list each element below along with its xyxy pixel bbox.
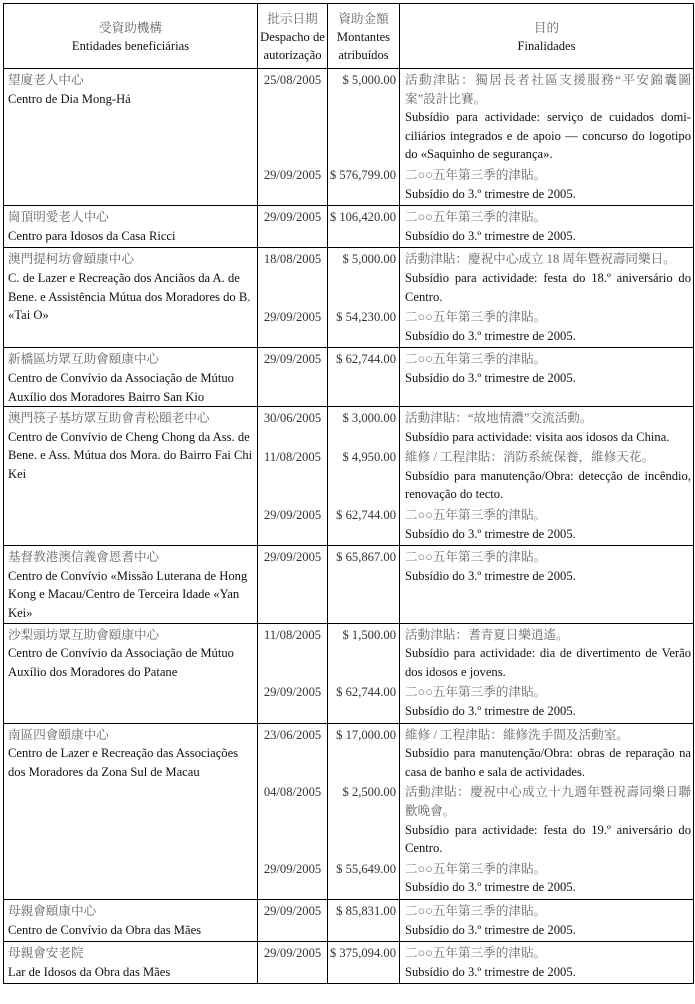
- table-row: [4, 546, 693, 623]
- grant-purpose: [399, 348, 693, 406]
- entity-name-pt: Lar de Idosos da Obra das Mães: [8, 964, 171, 979]
- entity-name-pt: Centro de Convívio da Associação de Mútuo Auxílio dos Moradores Bairro San Kio: [8, 370, 234, 404]
- authorization-date: 29/09/2005: [257, 681, 327, 722]
- entity-cell: [4, 407, 257, 545]
- grant-amount: $ 62,744.00: [327, 504, 399, 545]
- header-amount-zh: 資助金額: [338, 12, 389, 26]
- purpose-zh: 二○○五年第三季的津貼。: [405, 167, 547, 182]
- purpose-zh: 二○○五年第三季的津貼。: [405, 508, 547, 523]
- grant-purpose: [399, 407, 693, 446]
- purpose-pt: Subsídio do 3.º trimestre de 2005.: [405, 370, 576, 385]
- authorization-date: 29/09/2005: [257, 546, 327, 622]
- authorization-date: 29/09/2005: [257, 348, 327, 406]
- purpose-pt: Subsídio do 3.º trimestre de 2005.: [405, 186, 576, 201]
- grant-amount: $ 2,500.00: [327, 781, 399, 857]
- purpose-pt: Subsídio do 3.º trimestre de 2005.: [405, 328, 576, 343]
- purpose-pt: Subsídio do 3.º trimestre de 2005.: [405, 964, 576, 979]
- authorization-date: 29/09/2005: [257, 504, 327, 545]
- entity-cell: [4, 900, 257, 941]
- purpose-zh: 二○○五年第三季的津貼。: [405, 903, 547, 918]
- entity-name-pt: Centro de Dia Mong-Há: [8, 91, 131, 106]
- purpose-zh: 二○○五年第三季的津貼。: [405, 550, 547, 565]
- header-entities: [4, 4, 257, 68]
- purpose-pt: Subsídio para manutenção/Obra: detecção de incêndio, renovação do tecto.: [405, 468, 691, 502]
- purpose-pt: Subsídio para actividade: festa do 18.º aniversário do Centro.: [405, 270, 691, 304]
- header-date-zh: 批示日期: [267, 12, 318, 26]
- grant-purpose: [399, 724, 693, 782]
- authorization-date: 25/08/2005: [257, 69, 327, 164]
- header-entities-pt: Entidades beneficiárias: [71, 39, 190, 53]
- grant-amount: $ 54,230.00: [327, 306, 399, 347]
- entity-cell: [4, 206, 257, 247]
- grant-purpose: [399, 248, 693, 306]
- grant-amount: $ 106,420.00: [327, 206, 399, 247]
- authorization-date: 29/09/2005: [257, 942, 327, 983]
- header-date-pt: Despacho de autorização: [260, 30, 325, 62]
- purpose-pt: Subsídio do 3.º trimestre de 2005.: [405, 922, 576, 937]
- table-row: [4, 900, 693, 942]
- entity-name-zh: 新橋區坊眾互助會頤康中心: [8, 352, 160, 367]
- entity-name-pt: Centro para Idosos da Casa Ricci: [8, 228, 176, 243]
- table-row: [4, 248, 693, 348]
- purpose-zh: 活動津貼：耆青夏日樂逍遙。: [405, 627, 569, 642]
- entity-name-zh: 南區四會頤康中心: [8, 727, 109, 742]
- entity-cell: [4, 248, 257, 347]
- authorization-date: 29/09/2005: [257, 164, 327, 205]
- table-row: [4, 942, 693, 984]
- grant-purpose: [399, 306, 693, 347]
- entity-name-pt: Centro de Convívio de Cheng Chong da Ass. de Bene. e Ass. Mútua dos Mora. do Bairro Fai Chi Kei: [8, 429, 253, 481]
- grant-purpose: [399, 446, 693, 504]
- grant-amount: $ 375,094.00: [327, 942, 399, 983]
- purpose-pt: Subsídio para actividade: festa do 19.º aniversário do Centro.: [405, 822, 691, 856]
- purpose-pt: Subsídio do 3.º trimestre de 2005.: [405, 568, 576, 583]
- purpose-zh: 活動津貼：慶祝中心成立 18 周年暨祝壽同樂日。: [405, 252, 676, 267]
- grant-amount: $ 5,000.00: [327, 69, 399, 164]
- table-row: [4, 624, 693, 724]
- entity-name-zh: 崗頂明愛老人中心: [8, 210, 109, 225]
- grant-purpose: [399, 781, 693, 857]
- grant-purpose: [399, 546, 693, 622]
- purpose-pt: Subsídio do 3.º trimestre de 2005.: [405, 880, 576, 895]
- entity-name-zh: 望廈老人中心: [8, 73, 84, 87]
- table-row: [4, 206, 693, 248]
- header-date: [257, 4, 327, 68]
- authorization-date: 11/08/2005: [257, 446, 327, 504]
- authorization-date: 18/08/2005: [257, 248, 327, 306]
- authorization-date: 11/08/2005: [257, 624, 327, 682]
- purpose-zh: 二○○五年第三季的津貼。: [405, 310, 547, 325]
- grant-amount: $ 85,831.00: [327, 900, 399, 941]
- purpose-zh: 二○○五年第三季的津貼。: [405, 352, 547, 367]
- table-row: [4, 724, 693, 900]
- entity-name-zh: 基督教港澳信義會恩耆中心: [8, 550, 160, 565]
- entity-name-pt: C. de Lazer e Recreação dos Anciãos da A. de Bene. e Assistência Mútua dos Moradores do B. «Tai O»: [8, 270, 251, 323]
- header-entities-zh: 受資助機構: [99, 21, 162, 35]
- entity-name-zh: 澳門提柯坊會頤康中心: [8, 252, 134, 267]
- grant-purpose: [399, 206, 693, 247]
- header-purpose-pt: Finalidades: [517, 39, 576, 53]
- purpose-zh: 維修 / 工程津貼：消防系統保養，維修天花。: [405, 450, 655, 465]
- grant-purpose: [399, 942, 693, 983]
- entity-name-zh: 母親會頤康中心: [8, 903, 97, 918]
- entity-name-zh: 沙梨頭坊眾互助會頤康中心: [8, 627, 160, 642]
- authorization-date: 30/06/2005: [257, 407, 327, 446]
- entity-name-zh: 澳門筷子基坊眾互助會青松頤老中心: [8, 411, 210, 426]
- entity-cell: [4, 624, 257, 723]
- purpose-zh: 活動津貼：獨居長者社區支援服務“平安錦囊圖案”設計比賽。: [405, 73, 691, 106]
- header-amount: [327, 4, 399, 68]
- grant-purpose: [399, 858, 693, 899]
- entity-name-pt: Centro de Convívio da Associação de Mútuo Auxílio dos Moradores do Patane: [8, 646, 234, 679]
- entity-name-pt: Centro de Convívio da Obra das Mães: [8, 922, 202, 937]
- authorization-date: 23/06/2005: [257, 724, 327, 782]
- purpose-zh: 活動津貼：“故地情濃”交流活動。: [405, 411, 593, 426]
- entity-name-zh: 母親會安老院: [8, 946, 84, 961]
- grant-amount: $ 62,744.00: [327, 348, 399, 406]
- purpose-pt: Subsídio do 3.º trimestre de 2005.: [405, 526, 576, 541]
- entity-cell: [4, 724, 257, 899]
- table-header: [4, 4, 693, 69]
- authorization-date: 29/09/2005: [257, 306, 327, 347]
- grant-purpose: [399, 164, 693, 205]
- grant-amount: $ 576,799.00: [327, 164, 399, 205]
- header-purpose: [399, 4, 693, 68]
- authorization-date: 04/08/2005: [257, 781, 327, 857]
- purpose-zh: 二○○五年第三季的津貼。: [405, 210, 547, 225]
- purpose-zh: 二○○五年第三季的津貼。: [405, 685, 547, 700]
- purpose-zh: 二○○五年第三季的津貼。: [405, 861, 547, 876]
- grant-purpose: [399, 69, 693, 164]
- grant-amount: $ 17,000.00: [327, 724, 399, 782]
- purpose-pt: Subsídio para actividade: serviço de cuidados domi-ciliários integrados e de apoio — concurso do logotipo do «Saquinho de segurança».: [405, 110, 691, 162]
- grant-amount: $ 1,500.00: [327, 624, 399, 682]
- header-amount-pt: Montantes atribuídos: [336, 30, 391, 62]
- purpose-pt: Subsídio do 3.º trimestre de 2005.: [405, 704, 576, 718]
- purpose-pt: Subsídio do 3.º trimestre de 2005.: [405, 228, 576, 243]
- grant-amount: $ 65,867.00: [327, 546, 399, 622]
- entity-name-pt: Centro de Convívio «Missão Luterana de Hong Kong e Macau/Centro de Terceira Idade «Yan Kei»: [8, 568, 248, 621]
- purpose-zh: 二○○五年第三季的津貼。: [405, 946, 547, 961]
- grant-amount: $ 5,000.00: [327, 248, 399, 306]
- entity-cell: [4, 546, 257, 622]
- grant-amount: $ 62,744.00: [327, 681, 399, 722]
- authorization-date: 29/09/2005: [257, 206, 327, 247]
- subsidy-table: [3, 3, 694, 984]
- authorization-date: 29/09/2005: [257, 900, 327, 941]
- purpose-pt: Subsídio para actividade: dia de divertimento de Verão dos idosos e jovens.: [405, 646, 691, 679]
- entity-cell: [4, 348, 257, 406]
- entity-cell: [4, 69, 257, 205]
- purpose-pt: Subsídio para manutenção/Obra: obras de reparação na casa de banho e sala de actividades.: [405, 746, 691, 779]
- table-row: [4, 69, 693, 206]
- grant-purpose: [399, 624, 693, 682]
- grant-amount: $ 3,000.00: [327, 407, 399, 446]
- entity-name-pt: Centro de Lazer e Recreação das Associações dos Moradores da Zona Sul de Macau: [8, 746, 239, 779]
- grant-purpose: [399, 681, 693, 722]
- entity-cell: [4, 942, 257, 983]
- grant-amount: $ 55,649.00: [327, 858, 399, 899]
- table-row: [4, 348, 693, 407]
- header-purpose-zh: 目的: [533, 21, 560, 35]
- purpose-zh: 維修 / 工程津貼：維修洗手間及活動室。: [405, 727, 629, 742]
- grant-purpose: [399, 900, 693, 941]
- purpose-zh: 活動津貼：慶祝中心成立十九週年暨祝壽同樂日聯歡晚會。: [405, 785, 691, 818]
- grant-purpose: [399, 504, 693, 545]
- table-row: [4, 407, 693, 546]
- grant-amount: $ 4,950.00: [327, 446, 399, 504]
- authorization-date: 29/09/2005: [257, 858, 327, 899]
- purpose-pt: Subsídio para actividade: visita aos idosos da China.: [405, 429, 670, 444]
